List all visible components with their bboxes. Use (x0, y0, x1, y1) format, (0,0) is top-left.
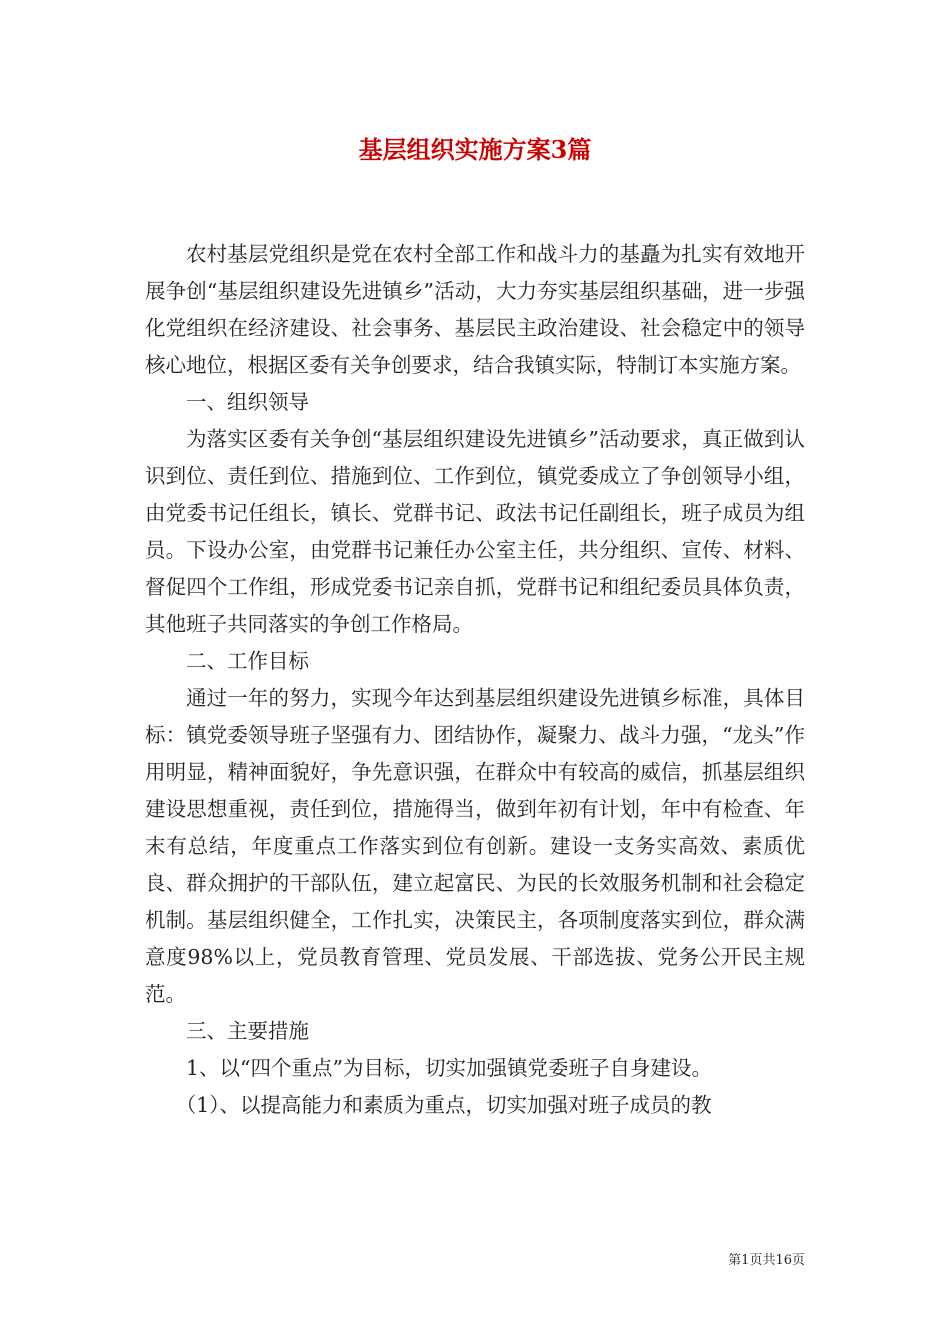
page-number: 第1页共16页 (728, 1253, 805, 1268)
document-body (145, 236, 805, 1124)
paragraph-measure-1: 1、以“四个重点”为目标，切实加强镇党委班子自身建设。 (186, 1056, 713, 1080)
paragraph-intro: 农村基层党组织是党在农村全部工作和战斗力的基矗为扎实有效地开展争创“基层组织建设先进镇乡”活动，大力夯实基层组织基础，进一步强化党组织在经济建设、社会事务、基层民主政治建设、社会稳定中的领导核心地位，根据区委有关争创要求，结合我镇实际，特制订本实施方案。 (145, 242, 805, 377)
document-title: 基层组织实施方案3篇 (358, 135, 592, 164)
paragraph-leadership: 为落实区委有关争创“基层组织建设先进镇乡”活动要求，真正做到认识到位、责任到位、措施到位、工作到位，镇党委成立了争创领导小组，由党委书记任组长，镇长、党群书记、政法书记任副组长，班子成员为组员。下设办公室，由党群书记兼任办公室主任，共分组织、宣传、材料、督促四个工作组，形成党委书记亲自抓，党群书记和组纪委员具体负责，其他班子共同落实的争创工作格局。 (145, 427, 805, 636)
section-heading-3: 三、主要措施 (186, 1019, 309, 1043)
paragraph-goals: 通过一年的努力，实现今年达到基层组织建设先进镇乡标准，具体目标：镇党委领导班子坚强有力、团结协作，凝聚力、战斗力强，“龙头”作用明显，精神面貌好，争先意识强，在群众中有较高的威信，抓基层组织建设思想重视，责任到位，措施得当，做到年初有计划，年中有检查、年末有总结，年度重点工作落实到位有创新。建设一支务实高效、素质优良、群众拥护的干部队伍，建立起富民、为民的长效服务机制和社会稳定机制。基层组织健全，工作扎实，决策民主，各项制度落实到位，群众满意度98%以上，党员教育管理、党员发展、干部选拔、党务公开民主规范。 (145, 686, 805, 1006)
section-heading-1: 一、组织领导 (186, 390, 309, 414)
section-heading-2: 二、工作目标 (186, 649, 309, 673)
paragraph-measure-1-1: （1）、以提高能力和素质为重点，切实加强对班子成员的教 (175, 1093, 712, 1117)
